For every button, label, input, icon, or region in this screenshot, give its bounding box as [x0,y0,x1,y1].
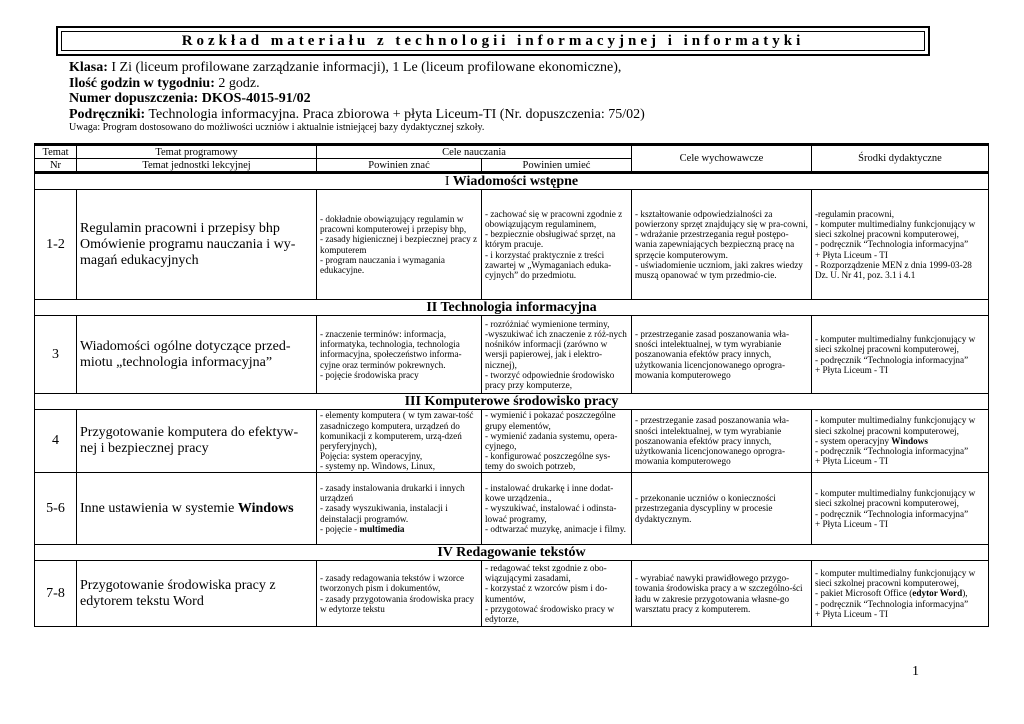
textbooks-value: Technologia informacyjna. Praca zbiorowa + płyta Liceum-TI (Nr. dopuszczenia: 75/02) [145,106,645,122]
lesson-topic: Regulamin pracowni i przepisy bhp Omówienie programu nauczania i wy-magań edukacyjnych [77,190,317,300]
lesson-topic: Wiadomości ogólne dotyczące przed-miotu „technologia informacyjna” [77,316,317,394]
table-row [35,561,989,627]
educational-goals: - wyrabiać nawyki prawidłowego przygo-towania środowiska pracy a w szczególno-ści ładu w zakresie przygotowania własne-go warsztatu pracy z komputerem. [632,561,812,627]
syllabus-table [34,143,989,627]
lesson-number: 3 [35,316,77,394]
header-cele-nauczania: Cele nauczania [317,145,632,159]
lesson-number: 5-6 [35,473,77,545]
header-temat-jednostki: Temat jednostki lekcyjnej [77,159,317,173]
header-nr: Nr [35,159,77,173]
teaching-aids: -regulamin pracowni, - komputer multimedialny funkcjonujący w sieci szkolnej pracowni komputerowej, - podręcznik “Technologia informacyjna” + Płyta Liceum - TI - Rozporządzenie MEN z dnia 1999-03-28 Dz. U. Nr 41, poz. 3.1 i 4.1 [812,190,989,300]
lesson-number: 7-8 [35,561,77,627]
section-heading: IV Redagowanie tekstów [35,545,989,561]
class-info [69,60,969,133]
section-heading: I Wiadomości wstępne [35,173,989,190]
teaching-aids: - komputer multimedialny funkcjonujący w sieci szkolnej pracowni komputerowej, - podręcznik “Technologia informacyjna” + Płyta Liceum - TI [812,316,989,394]
title-box [56,26,930,56]
educational-goals: - przestrzeganie zasad poszanowania wła-sności intelektualnej, w tym wyrabianie poszanowania efektów pracy innych, użytkowania licencjonowanego oprogra-mowania komputerowego [632,410,812,473]
lesson-topic: Przygotowanie komputera do efektyw-nej i bezpiecznej pracy [77,410,317,473]
page-number: 1 [912,664,919,679]
approval-number: Numer dopuszczenia: DKOS-4015-91/02 [69,91,311,106]
educational-goals: - przestrzeganie zasad poszanowania wła-sności intelektualnej, w tym wyrabianie poszanowania efektów pracy innych, użytkowania licencjonowanego oprogra-mowania komputerowego [632,316,812,394]
section-heading: III Komputerowe środowisko pracy [35,394,989,410]
should-be-able: - redagować tekst zgodnie z obo-wiązującymi zasadami, - korzystać z wzorców pism i do-kumentów, - przygotować środowisko pracy w edytorze, [482,561,632,627]
table-row [35,410,989,473]
educational-goals: - kształtowanie odpowiedzialności za powierzony sprzęt znajdujący się w pra-cowni, - wdrażanie przestrzegania reguł postępo-wania zapewniających bezpieczną pracę na sprzęcie komputerowym. - uświadomienie uczniom, jaki zakres wiedzy muszą opanować w tym przedmio-cie. [632,190,812,300]
should-be-able: - rozróżniać wymienione terminy, -wyszukiwać ich znaczenie z róż-nych nośników informacji (zarówno w wersji papierowej, jak i elektro-nicznej), - tworzyć odpowiednie środowisko pracy przy komputerze, [482,316,632,394]
header-srodki: Środki dydaktyczne [812,145,989,173]
lesson-number: 1-2 [35,190,77,300]
table-row [35,473,989,545]
note: Uwaga: Program dostosowano do możliwości uczniów i aktualnie istniejącej bazy dydaktycznej szkoły. [69,122,485,133]
table-row [35,190,989,300]
header-cele-wychowawcze: Cele wychowawcze [632,145,812,173]
educational-goals: - przekonanie uczniów o konieczności przestrzegania dyscypliny w procesie dydaktycznym. [632,473,812,545]
header-temat-programowy: Temat programowy [77,145,317,159]
header-powinien-umiec: Powinien umieć [482,159,632,173]
klasa-label: Klasa: [69,60,108,75]
should-be-able: - zachować się w pracowni zgodnie z obowiązującym regulaminem, - bezpiecznie obsługiwać sprzęt, na którym pracuje. - i korzystać praktycznie z treści zawartej w „Wymaganiach eduka-cyjnych” do przedmiotu. [482,190,632,300]
textbooks-label: Podręczniki: [69,106,146,122]
header-powinien-znac: Powinien znać [317,159,482,173]
hours-label: Ilość godzin w tygodniu: [69,75,215,91]
should-know: - dokładnie obowiązujący regulamin w pracowni komputerowej i przepisy bhp, - zasady higienicznej i bezpiecznej pracy z komputerem - program nauczania i wymagania edukacyjne. [317,190,482,300]
should-know: - elementy komputera ( w tym zawar-tość zasadniczego komputera, urządzeń do komunikacji z komputerem, urzą-dzeń peryferyjnych), Pojęcia: system operacyjny, - systemy np. Windows, Linux, [317,410,482,473]
teaching-aids: - komputer multimedialny funkcjonujący w sieci szkolnej pracowni komputerowej, - pakiet Microsoft Office (edytor Word), - podręcznik “Technologia informacyjna” + Płyta Liceum - TI [812,561,989,627]
should-know: - zasady instalowania drukarki i innych urządzeń - zasady wyszukiwania, instalacji i deinstalacji programów. - pojęcie - multimedia [317,473,482,545]
teaching-aids: - komputer multimedialny funkcjonujący w sieci szkolnej pracowni komputerowej, - system operacyjny Windows - podręcznik “Technologia informacyjna” + Płyta Liceum - TI [812,410,989,473]
document-title: Rozkład materiału z technologii informacyjnej i informatyki [61,31,925,51]
klasa-value: I Zi (liceum profilowane zarządzanie informacji), 1 Le (liceum profilowane ekonomiczne), [107,60,622,75]
header-temat: Temat [35,145,77,159]
lesson-topic: Przygotowanie środowiska pracy z edytorem tekstu Word [77,561,317,627]
should-know: - znaczenie terminów: informacja, informatyka, technologia, technologia informacyjna, społeczeństwo informa-cyjne oraz terminów pokrewnych. - pojęcie środowiska pracy [317,316,482,394]
should-be-able: - instalować drukarkę i inne dodat-kowe urządzenia., - wyszukiwać, instalować i odinsta-lować programy, - odtwarzać muzykę, animacje i filmy. [482,473,632,545]
hours-value: 2 godz. [214,75,260,91]
lesson-topic: Inne ustawienia w systemie Windows [77,473,317,545]
section-heading: II Technologia informacyjna [35,300,989,316]
lesson-number: 4 [35,410,77,473]
should-know: - zasady redagowania tekstów i wzorce tworzonych pism i dokumentów, - zasady przygotowania środowiska pracy w edytorze tekstu [317,561,482,627]
table-row [35,316,989,394]
should-be-able: - wymienić i pokazać poszczególne grupy elementów, - wymienić zadania systemu, opera-cyjnego, - konfigurować poszczególne sys-temy do swoich potrzeb, [482,410,632,473]
teaching-aids: - komputer multimedialny funkcjonujący w sieci szkolnej pracowni komputerowej, - podręcznik “Technologia informacyjna” + Płyta Liceum - TI [812,473,989,545]
